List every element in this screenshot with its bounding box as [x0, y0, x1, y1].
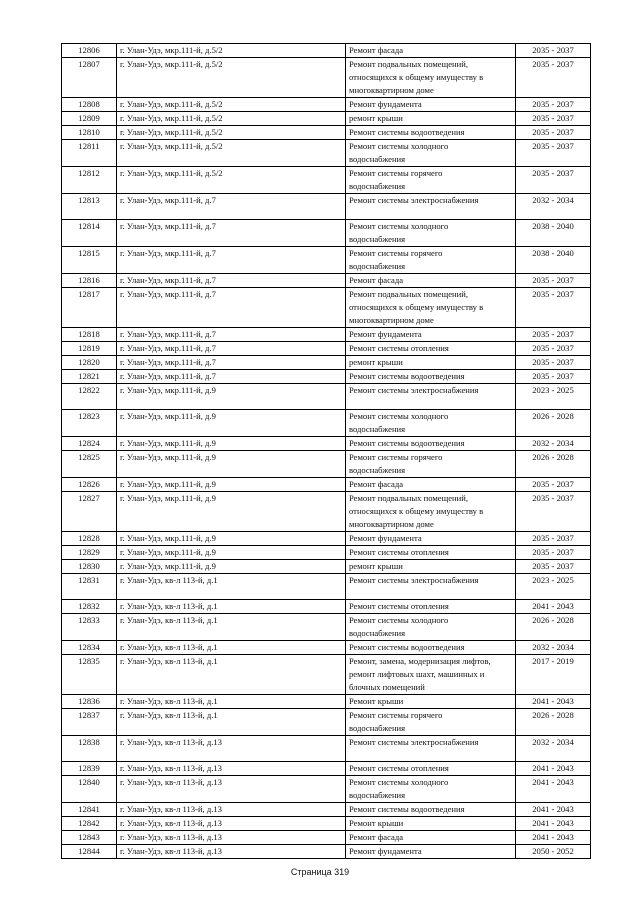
address-cell: г. Улан-Удэ, мкр.111-й, д.9	[117, 478, 346, 492]
work-type-line: Ремонт системы электроснабжения	[349, 385, 479, 395]
table-row	[62, 356, 591, 370]
period-cell: 2035 - 2037	[516, 274, 591, 288]
period-cell: 2035 - 2037	[516, 140, 591, 167]
row-number: 12841	[62, 803, 117, 817]
period-cell: 2023 - 2025	[516, 574, 591, 600]
works-table	[61, 43, 591, 859]
period-cell: 2041 - 2043	[516, 600, 591, 614]
work-type-cell	[346, 736, 516, 762]
table-row	[62, 112, 591, 126]
work-type-line: Ремонт подвальных помещений,	[349, 289, 468, 299]
row-number: 12824	[62, 437, 117, 451]
address-cell: г. Улан-Удэ, мкр.111-й, д.9	[117, 546, 346, 560]
table-row	[62, 247, 591, 274]
work-type-line: Ремонт системы горячего	[349, 452, 443, 462]
row-number: 12840	[62, 776, 117, 803]
work-type-cell	[346, 762, 516, 776]
work-type-cell	[346, 140, 516, 167]
period-cell: 2026 - 2028	[516, 451, 591, 478]
row-number: 12837	[62, 709, 117, 736]
work-type-line: водоснабжения	[349, 628, 406, 638]
table-row	[62, 44, 591, 58]
row-number: 12818	[62, 328, 117, 342]
address-cell: г. Улан-Удэ, мкр.111-й, д.9	[117, 384, 346, 410]
address-cell: г. Улан-Удэ, мкр.111-й, д.5/2	[117, 140, 346, 167]
row-number: 12829	[62, 546, 117, 560]
work-type-cell	[346, 274, 516, 288]
address-cell: г. Улан-Удэ, кв-л 113-й, д.1	[117, 709, 346, 736]
work-type-line: ремонт крыши	[349, 357, 403, 367]
row-number: 12844	[62, 845, 117, 859]
row-number: 12834	[62, 641, 117, 655]
work-type-line: многоквартирном доме	[349, 519, 434, 529]
work-type-line: Ремонт системы электроснабжения	[349, 737, 479, 747]
work-type-line: водоснабжения	[349, 261, 406, 271]
period-cell: 2017 - 2019	[516, 655, 591, 695]
page-number: Страница 319	[290, 867, 350, 877]
table-row	[62, 410, 591, 437]
row-number: 12825	[62, 451, 117, 478]
address-cell: г. Улан-Удэ, мкр.111-й, д.9	[117, 437, 346, 451]
period-cell: 2032 - 2034	[516, 194, 591, 220]
period-cell: 2035 - 2037	[516, 112, 591, 126]
table-row	[62, 167, 591, 194]
period-cell: 2026 - 2028	[516, 410, 591, 437]
table-row	[62, 574, 591, 600]
work-type-line: Ремонт фундамента	[349, 533, 422, 543]
period-cell: 2035 - 2037	[516, 44, 591, 58]
period-cell: 2032 - 2034	[516, 641, 591, 655]
table-row	[62, 845, 591, 859]
period-cell: 2035 - 2037	[516, 98, 591, 112]
work-type-cell	[346, 194, 516, 220]
address-cell: г. Улан-Удэ, мкр.111-й, д.7	[117, 194, 346, 220]
period-cell: 2035 - 2037	[516, 356, 591, 370]
row-number: 12813	[62, 194, 117, 220]
work-type-line: относящихся к общему имуществу в	[349, 302, 484, 312]
work-type-line: Ремонт системы холодного	[349, 221, 449, 231]
address-cell: г. Улан-Удэ, кв-л 113-й, д.1	[117, 695, 346, 709]
row-number: 12821	[62, 370, 117, 384]
work-type-cell	[346, 384, 516, 410]
table-row	[62, 384, 591, 410]
period-cell: 2035 - 2037	[516, 492, 591, 532]
table-row	[62, 220, 591, 247]
work-type-cell	[346, 614, 516, 641]
work-type-line: Ремонт системы горячего	[349, 168, 443, 178]
period-cell: 2041 - 2043	[516, 803, 591, 817]
work-type-cell	[346, 803, 516, 817]
period-cell: 2035 - 2037	[516, 478, 591, 492]
period-cell: 2032 - 2034	[516, 437, 591, 451]
table-row	[62, 641, 591, 655]
work-type-line: Ремонт системы водоотведения	[349, 127, 465, 137]
work-type-line: блочных помещений	[349, 682, 425, 692]
address-cell: г. Улан-Удэ, мкр.111-й, д.9	[117, 410, 346, 437]
address-cell: г. Улан-Удэ, мкр.111-й, д.9	[117, 532, 346, 546]
period-cell: 2041 - 2043	[516, 695, 591, 709]
work-type-line: водоснабжения	[349, 154, 406, 164]
table-row	[62, 451, 591, 478]
address-cell: г. Улан-Удэ, мкр.111-й, д.9	[117, 492, 346, 532]
work-type-line: Ремонт системы электроснабжения	[349, 575, 479, 585]
period-cell: 2035 - 2037	[516, 58, 591, 98]
table-row	[62, 437, 591, 451]
work-type-line: Ремонт системы горячего	[349, 248, 443, 258]
work-type-cell	[346, 709, 516, 736]
work-type-line: Ремонт фундамента	[349, 846, 422, 856]
work-type-line: Ремонт системы холодного	[349, 777, 449, 787]
period-cell: 2035 - 2037	[516, 126, 591, 140]
row-number: 12839	[62, 762, 117, 776]
work-type-cell	[346, 492, 516, 532]
work-type-line: Ремонт крыши	[349, 818, 404, 828]
work-type-line: Ремонт фасада	[349, 275, 404, 285]
work-type-line: Ремонт системы водоотведения	[349, 438, 465, 448]
row-number: 12815	[62, 247, 117, 274]
address-cell: г. Улан-Удэ, мкр.111-й, д.7	[117, 247, 346, 274]
work-type-cell	[346, 641, 516, 655]
period-cell: 2026 - 2028	[516, 614, 591, 641]
period-cell: 2035 - 2037	[516, 167, 591, 194]
period-cell: 2041 - 2043	[516, 817, 591, 831]
address-cell: г. Улан-Удэ, мкр.111-й, д.7	[117, 274, 346, 288]
period-cell: 2035 - 2037	[516, 560, 591, 574]
address-cell: г. Улан-Удэ, кв-л 113-й, д.13	[117, 845, 346, 859]
table-row	[62, 546, 591, 560]
work-type-line: водоснабжения	[349, 790, 406, 800]
table-row	[62, 98, 591, 112]
table-row	[62, 492, 591, 532]
work-type-line: ремонт крыши	[349, 113, 403, 123]
address-cell: г. Улан-Удэ, кв-л 113-й, д.13	[117, 817, 346, 831]
table-row	[62, 140, 591, 167]
work-type-cell	[346, 356, 516, 370]
work-type-cell	[346, 112, 516, 126]
work-type-line: водоснабжения	[349, 234, 406, 244]
row-number: 12819	[62, 342, 117, 356]
row-number: 12830	[62, 560, 117, 574]
row-number: 12811	[62, 140, 117, 167]
address-cell: г. Улан-Удэ, мкр.111-й, д.7	[117, 356, 346, 370]
table-row	[62, 709, 591, 736]
period-cell: 2035 - 2037	[516, 546, 591, 560]
work-type-cell	[346, 600, 516, 614]
work-type-cell	[346, 532, 516, 546]
work-type-line: Ремонт системы водоотведения	[349, 804, 465, 814]
row-number: 12843	[62, 831, 117, 845]
table-row	[62, 736, 591, 762]
work-type-cell	[346, 546, 516, 560]
row-number: 12833	[62, 614, 117, 641]
work-type-cell	[346, 817, 516, 831]
table-row	[62, 776, 591, 803]
table-row	[62, 342, 591, 356]
period-cell: 2035 - 2037	[516, 532, 591, 546]
address-cell: г. Улан-Удэ, кв-л 113-й, д.1	[117, 655, 346, 695]
row-number: 12831	[62, 574, 117, 600]
row-number: 12826	[62, 478, 117, 492]
work-type-line: Ремонт подвальных помещений,	[349, 493, 468, 503]
address-cell: г. Улан-Удэ, кв-л 113-й, д.13	[117, 762, 346, 776]
row-number: 12835	[62, 655, 117, 695]
table-row	[62, 560, 591, 574]
period-cell: 2038 - 2040	[516, 220, 591, 247]
work-type-cell	[346, 437, 516, 451]
address-cell: г. Улан-Удэ, мкр.111-й, д.7	[117, 288, 346, 328]
work-type-line: Ремонт фундамента	[349, 329, 422, 339]
work-type-cell	[346, 167, 516, 194]
work-type-cell	[346, 845, 516, 859]
period-cell: 2038 - 2040	[516, 247, 591, 274]
address-cell: г. Улан-Удэ, кв-л 113-й, д.1	[117, 614, 346, 641]
work-type-line: Ремонт системы отопления	[349, 601, 449, 611]
row-number: 12823	[62, 410, 117, 437]
address-cell: г. Улан-Удэ, мкр.111-й, д.7	[117, 342, 346, 356]
work-type-cell	[346, 370, 516, 384]
address-cell: г. Улан-Удэ, мкр.111-й, д.5/2	[117, 126, 346, 140]
work-type-cell	[346, 288, 516, 328]
table-row	[62, 274, 591, 288]
work-type-line: Ремонт фасада	[349, 45, 404, 55]
work-type-cell	[346, 478, 516, 492]
table-row	[62, 58, 591, 98]
work-type-line: Ремонт фасада	[349, 479, 404, 489]
work-type-line: Ремонт системы холодного	[349, 411, 449, 421]
work-type-cell	[346, 328, 516, 342]
period-cell: 2041 - 2043	[516, 776, 591, 803]
table-row	[62, 817, 591, 831]
work-type-line: Ремонт системы водоотведения	[349, 371, 465, 381]
address-cell: г. Улан-Удэ, кв-л 113-й, д.13	[117, 736, 346, 762]
table-row	[62, 695, 591, 709]
period-cell: 2035 - 2037	[516, 288, 591, 328]
address-cell: г. Улан-Удэ, мкр.111-й, д.9	[117, 451, 346, 478]
address-cell: г. Улан-Удэ, кв-л 113-й, д.13	[117, 803, 346, 817]
row-number: 12832	[62, 600, 117, 614]
work-type-cell	[346, 574, 516, 600]
row-number: 12807	[62, 58, 117, 98]
table-body	[62, 44, 591, 859]
row-number: 12827	[62, 492, 117, 532]
work-type-line: многоквартирном доме	[349, 85, 434, 95]
work-type-line: водоснабжения	[349, 465, 406, 475]
address-cell: г. Улан-Удэ, мкр.111-й, д.5/2	[117, 58, 346, 98]
work-type-line: многоквартирном доме	[349, 315, 434, 325]
row-number: 12816	[62, 274, 117, 288]
work-type-line: относящихся к общему имуществу в	[349, 506, 484, 516]
row-number: 12838	[62, 736, 117, 762]
row-number: 12812	[62, 167, 117, 194]
row-number: 12822	[62, 384, 117, 410]
work-type-line: Ремонт крыши	[349, 696, 404, 706]
table-row	[62, 328, 591, 342]
row-number: 12828	[62, 532, 117, 546]
work-type-cell	[346, 831, 516, 845]
address-cell: г. Улан-Удэ, кв-л 113-й, д.1	[117, 574, 346, 600]
address-cell: г. Улан-Удэ, мкр.111-й, д.5/2	[117, 44, 346, 58]
row-number: 12820	[62, 356, 117, 370]
period-cell: 2041 - 2043	[516, 831, 591, 845]
work-type-cell	[346, 44, 516, 58]
period-cell: 2041 - 2043	[516, 762, 591, 776]
table-row	[62, 478, 591, 492]
row-number: 12806	[62, 44, 117, 58]
work-type-line: Ремонт системы горячего	[349, 710, 443, 720]
work-type-line: водоснабжения	[349, 723, 406, 733]
work-type-cell	[346, 98, 516, 112]
work-type-line: Ремонт системы отопления	[349, 763, 449, 773]
period-cell: 2050 - 2052	[516, 845, 591, 859]
work-type-line: Ремонт системы водоотведения	[349, 642, 465, 652]
work-type-line: ремонт лифтовых шахт, машинных и	[349, 669, 485, 679]
work-type-cell	[346, 451, 516, 478]
address-cell: г. Улан-Удэ, мкр.111-й, д.5/2	[117, 167, 346, 194]
table-row	[62, 831, 591, 845]
work-type-line: Ремонт системы холодного	[349, 615, 449, 625]
work-type-cell	[346, 776, 516, 803]
table-row	[62, 532, 591, 546]
work-type-cell	[346, 560, 516, 574]
row-number: 12817	[62, 288, 117, 328]
row-number: 12810	[62, 126, 117, 140]
work-type-line: Ремонт системы электроснабжения	[349, 195, 479, 205]
address-cell: г. Улан-Удэ, мкр.111-й, д.7	[117, 370, 346, 384]
work-type-line: Ремонт подвальных помещений,	[349, 59, 468, 69]
address-cell: г. Улан-Удэ, кв-л 113-й, д.1	[117, 600, 346, 614]
row-number: 12809	[62, 112, 117, 126]
address-cell: г. Улан-Удэ, мкр.111-й, д.5/2	[117, 112, 346, 126]
table-row	[62, 194, 591, 220]
address-cell: г. Улан-Удэ, кв-л 113-й, д.13	[117, 831, 346, 845]
table-row	[62, 126, 591, 140]
table-row	[62, 803, 591, 817]
work-type-cell	[346, 220, 516, 247]
table-row	[62, 762, 591, 776]
work-type-line: Ремонт системы отопления	[349, 343, 449, 353]
period-cell: 2032 - 2034	[516, 736, 591, 762]
address-cell: г. Улан-Удэ, кв-л 113-й, д.1	[117, 641, 346, 655]
table-row	[62, 600, 591, 614]
work-type-cell	[346, 126, 516, 140]
table-row	[62, 614, 591, 641]
row-number: 12814	[62, 220, 117, 247]
work-type-line: Ремонт системы холодного	[349, 141, 449, 151]
work-type-line: водоснабжения	[349, 181, 406, 191]
work-type-line: водоснабжения	[349, 424, 406, 434]
table-row	[62, 288, 591, 328]
work-type-line: Ремонт системы отопления	[349, 547, 449, 557]
work-type-line: Ремонт фасада	[349, 832, 404, 842]
address-cell: г. Улан-Удэ, мкр.111-й, д.9	[117, 560, 346, 574]
table-row	[62, 655, 591, 695]
work-type-line: относящихся к общему имуществу в	[349, 72, 484, 82]
work-type-cell	[346, 655, 516, 695]
work-type-line: Ремонт фундамента	[349, 99, 422, 109]
row-number: 12808	[62, 98, 117, 112]
work-type-line: Ремонт, замена, модернизация лифтов,	[349, 656, 491, 666]
address-cell: г. Улан-Удэ, мкр.111-й, д.5/2	[117, 98, 346, 112]
period-cell: 2023 - 2025	[516, 384, 591, 410]
period-cell: 2035 - 2037	[516, 342, 591, 356]
work-type-cell	[346, 410, 516, 437]
work-type-cell	[346, 247, 516, 274]
table-row	[62, 370, 591, 384]
work-type-line: ремонт крыши	[349, 561, 403, 571]
address-cell: г. Улан-Удэ, мкр.111-й, д.7	[117, 328, 346, 342]
period-cell: 2035 - 2037	[516, 328, 591, 342]
work-type-cell	[346, 342, 516, 356]
row-number: 12836	[62, 695, 117, 709]
work-type-cell	[346, 58, 516, 98]
address-cell: г. Улан-Удэ, кв-л 113-й, д.13	[117, 776, 346, 803]
row-number: 12842	[62, 817, 117, 831]
work-type-cell	[346, 695, 516, 709]
period-cell: 2026 - 2028	[516, 709, 591, 736]
address-cell: г. Улан-Удэ, мкр.111-й, д.7	[117, 220, 346, 247]
period-cell: 2035 - 2037	[516, 370, 591, 384]
